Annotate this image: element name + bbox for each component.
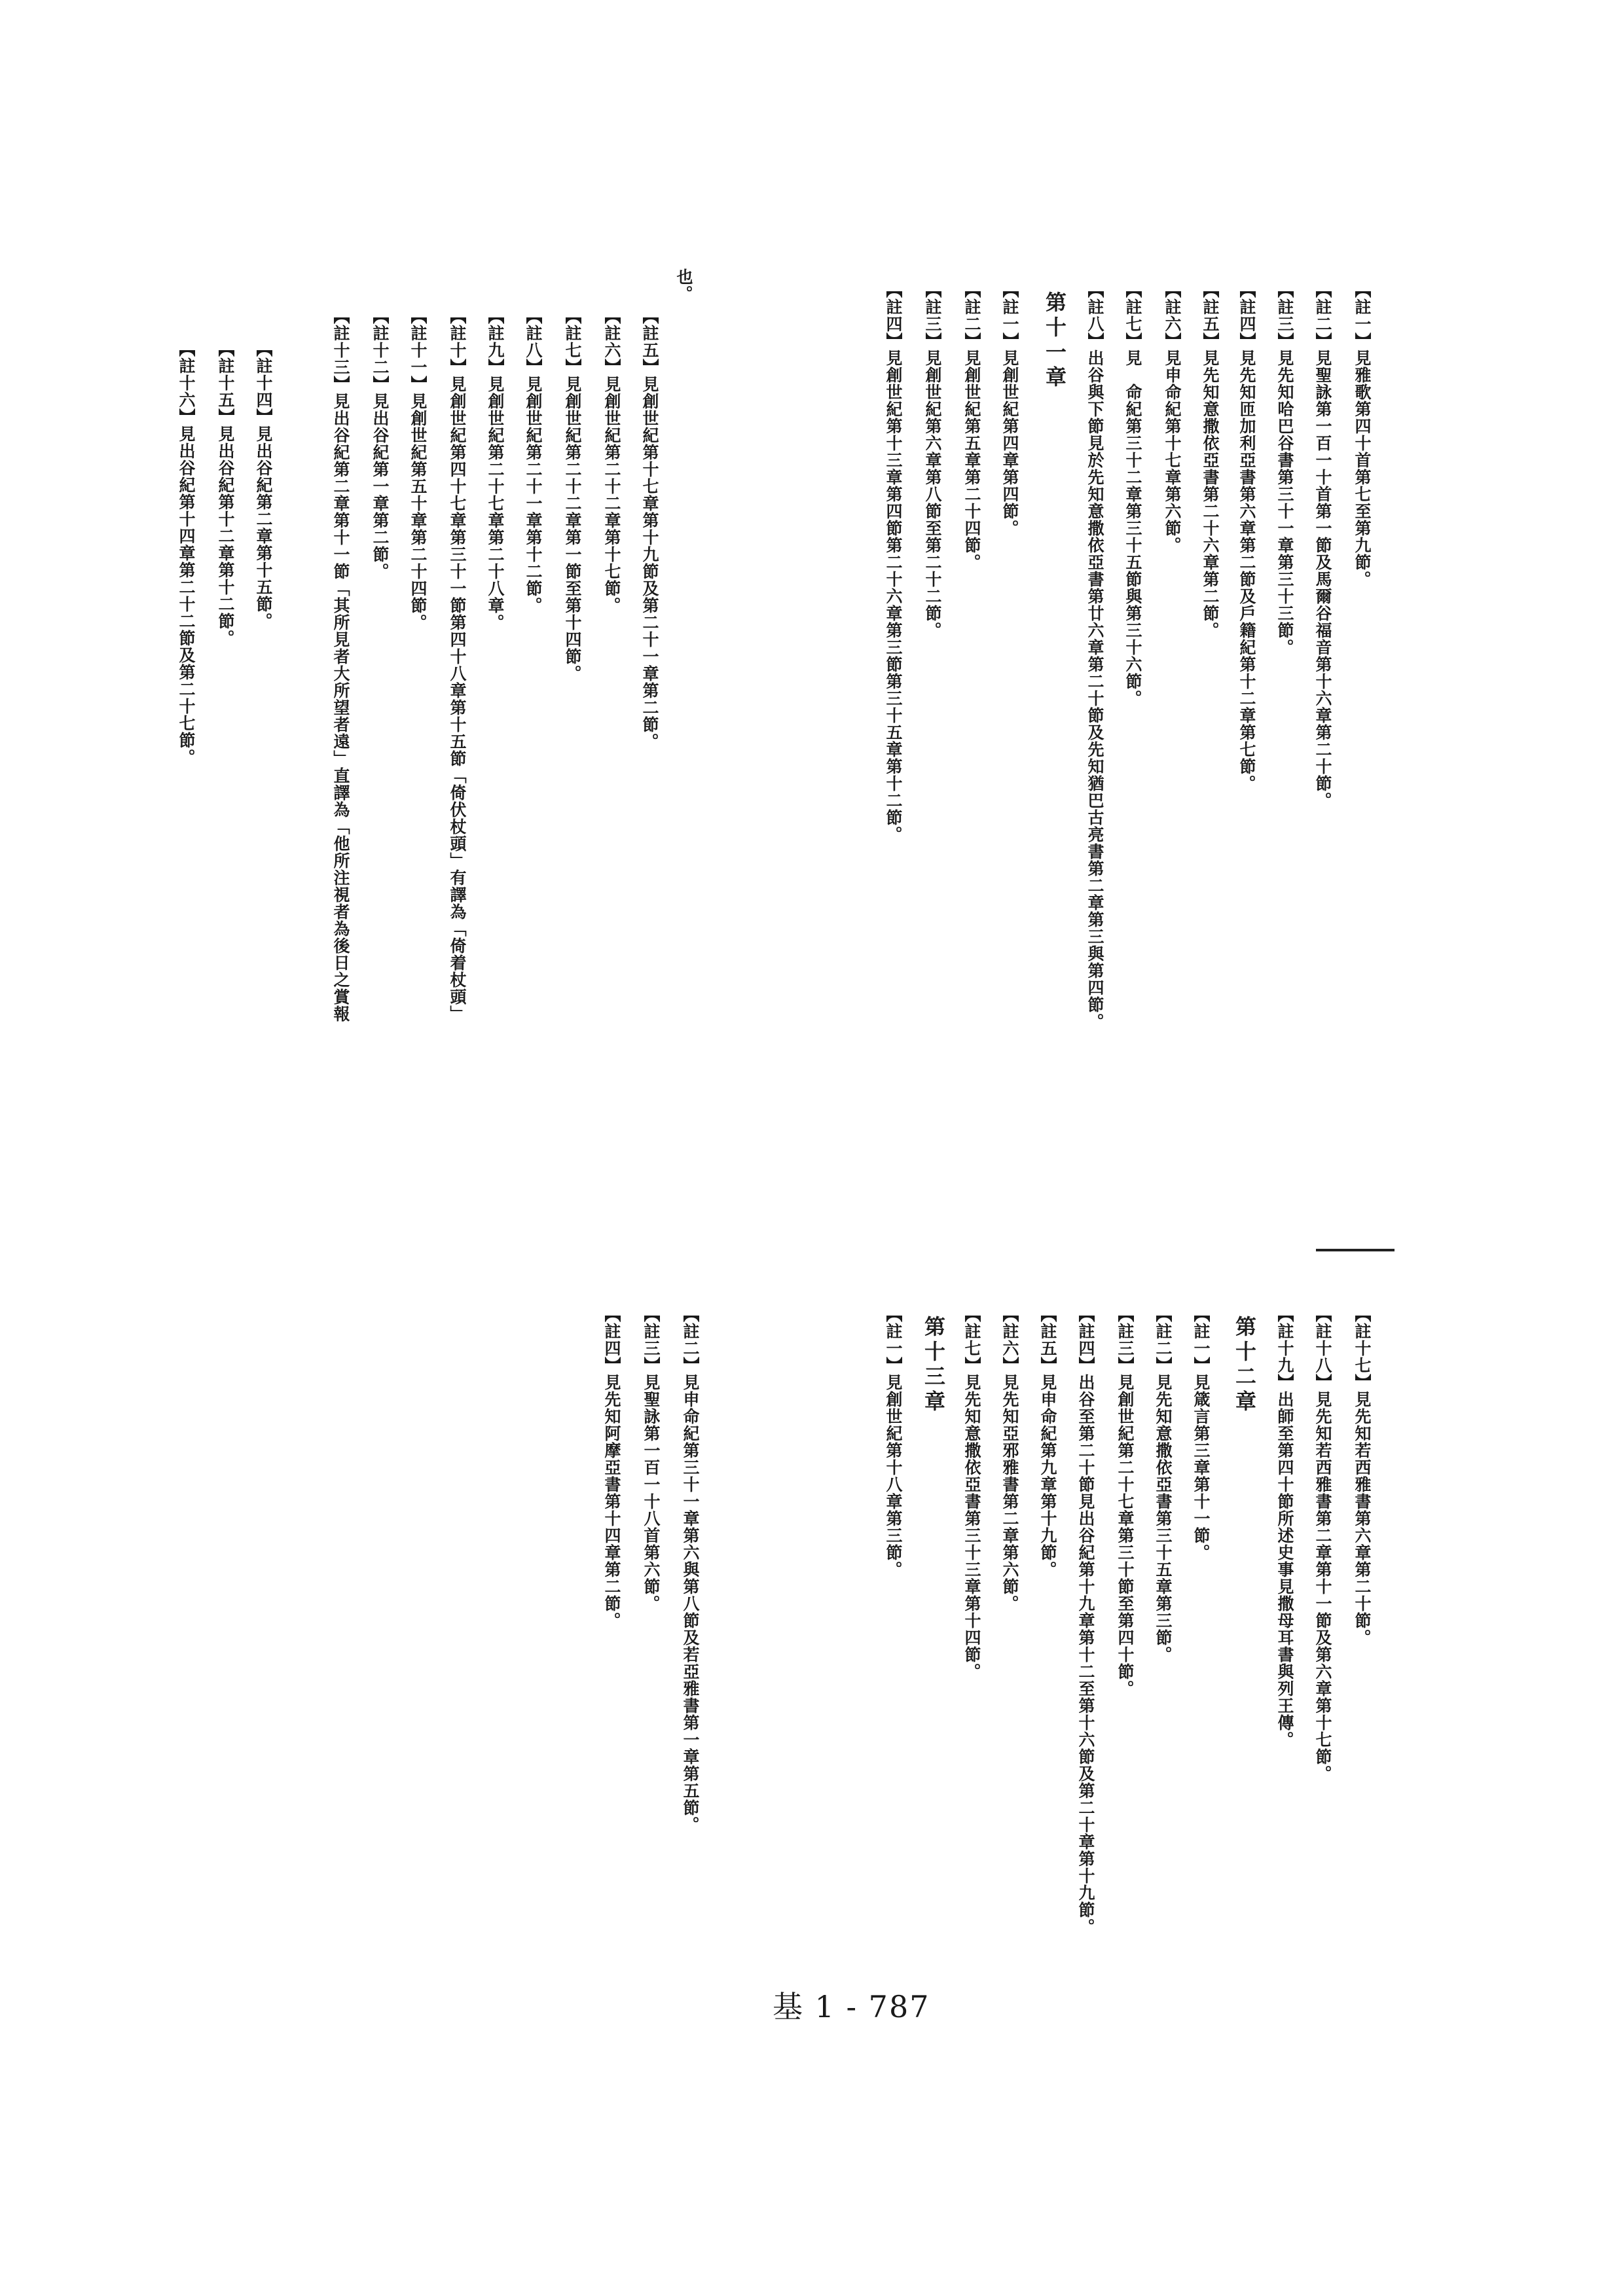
note-column: 【註三】見聖詠第一百一十八首第六節。: [642, 1306, 661, 1612]
chapter-heading: 第十二章: [1232, 1316, 1257, 1415]
note-column: 【註六】見申命紀第十七章第六節。: [1163, 281, 1182, 554]
note-column: 【註一】見創世紀第四章第四節。: [1000, 281, 1019, 537]
note-column: 【註六】見先知亞邪雅書第二章第六節。: [1000, 1306, 1019, 1612]
note-column: 【註十三】見出谷紀第二章第十一節「其所見者大所望者遠」直譯為「他所注視者為後日之賞報: [331, 308, 350, 1022]
note-column: 【註十四】見出谷紀第二章第十五節。: [254, 340, 273, 630]
note-column: 【註八】出谷與下節見於先知意撒依亞書第廿六章第二十節及先知猶巴古亮書第二章第三與第四節。: [1085, 281, 1104, 1030]
page-number: 基 1 - 787: [773, 1989, 930, 2024]
note-column: 【註三】見創世紀第二十七章第三十節至第四十節。: [1116, 1306, 1135, 1697]
note-column: 【註十五】見出谷紀第十二章第十二節。: [216, 340, 235, 647]
note-column: 【註三】見先知哈巴谷書第三十一章第三十三節。: [1275, 281, 1294, 656]
note-column: 【註七】見先知意撒依亞書第三十三章第十四節。: [962, 1306, 981, 1680]
note-column: 【註一】見箴言第三章第十一節。: [1192, 1306, 1211, 1561]
note-column: 也。: [674, 268, 693, 302]
note-column: 【註三】見創世紀第六章第八節至第二十二節。: [923, 281, 942, 639]
note-column: 【註五】見先知意撒依亞書第二十六章第二節。: [1201, 281, 1220, 639]
section-rule: [1316, 1249, 1395, 1251]
note-column: 【註九】見創世紀第二十七章第二十八章。: [486, 308, 505, 631]
note-column: 【註一】見雅歌第四十首第七至第九節。: [1353, 281, 1372, 588]
note-column: 【註十二】見出谷紀第一章第二節。: [371, 308, 390, 580]
note-column: 【註二】見創世紀第五章第二十四節。: [962, 281, 981, 571]
note-column: 【註六】見創世紀第二十二章第十七節。: [602, 308, 621, 614]
note-column: 【註十七】見先知若西雅書第六章第二十節。: [1353, 1306, 1372, 1646]
chapter-heading: 第十一章: [1042, 291, 1067, 391]
note-column: 【註十】見創世紀第四十七章第三十一節第四十八章第十五節「倚伏杖頭」有譯為「倚着杖頭」: [448, 308, 467, 1022]
chapter-heading: 第十三章: [921, 1316, 946, 1415]
note-column: 【註二】見聖詠第一百一十首第一節及馬爾谷福音第十六章第二十節。: [1313, 281, 1332, 809]
note-column: 【註十六】見出谷紀第十四章第二十二節及第二十七節。: [177, 340, 196, 766]
note-column: 【註四】見創世紀第十三章第四節第二十六章第三節第三十五章第十二節。: [884, 281, 903, 843]
note-column: 【註十九】出師至第四十節所述史事見撒母耳書與列王傳。: [1275, 1306, 1294, 1748]
note-column: 【註十一】見創世紀第五十章第二十四節。: [409, 308, 428, 631]
note-column: 【註四】出谷至第二十節見出谷紀第十九章第十二至第十六節及第二十章第十九節。: [1076, 1306, 1095, 1935]
note-column: 【註七】見創世紀第二十二章第一節至第十四節。: [563, 308, 582, 682]
note-column: 【註五】見申命紀第九章第十九節。: [1038, 1306, 1057, 1578]
note-column: 【註七】見 命紀第三十二章第三十五節與第三十六節。: [1123, 281, 1142, 707]
note-column: 【註四】見先知阿摩亞書第十四章第二節。: [602, 1306, 621, 1629]
note-column: 【註二】見申命紀第三十一章第六與第八節及若亞雅書第一章第五節。: [681, 1306, 700, 1833]
note-column: 【註十八】見先知若西雅書第二章第十一節及第六章第十七節。: [1313, 1306, 1332, 1782]
note-column: 【註四】見先知匝加利亞書第六章第二節及戶籍紀第十二章第七節。: [1237, 281, 1256, 792]
note-column: 【註二】見先知意撒依亞書第三十五章第三節。: [1154, 1306, 1173, 1663]
note-column: 【註五】見創世紀第十七章第十九節及第二十一章第二節。: [640, 308, 659, 750]
note-column: 【註一】見創世紀第十八章第三節。: [884, 1306, 903, 1578]
note-column: 【註八】見創世紀第二十一章第十二節。: [524, 308, 543, 614]
